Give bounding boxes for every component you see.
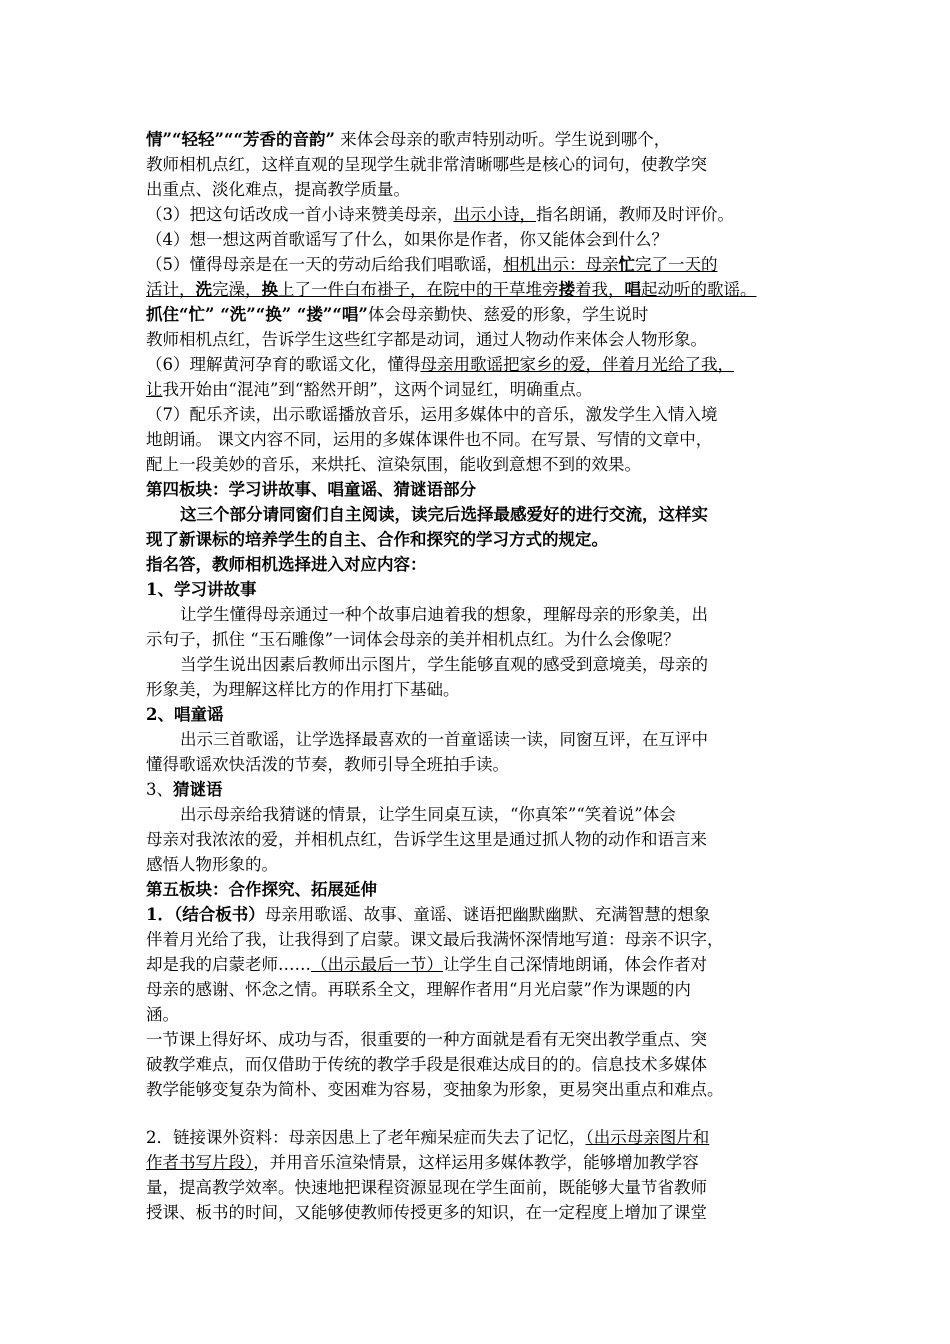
text-line [146,1078,724,1102]
text-run: 教学能够变复杂为简朴、变困难为容易，变抽象为形象，更易突出重点和难点。 [146,1080,724,1099]
text-run: 教师相机点红，这样直观的呈现学生就非常清晰哪些是核心的词句，使教学突 [146,155,707,174]
text-run: 破教学难点，而仅借助于传统的教学手段是很难达成目的的。信息技术多媒体 [146,1055,707,1074]
text-line [146,353,734,377]
text-line [146,403,718,427]
text-line [146,753,509,777]
underlined-text: （出示最后一节） [311,955,443,974]
text-line [146,1003,179,1027]
text-run: 一节课上得好坏、成功与否，很重要的一种方面就是看有无突出教学重点、突 [146,1030,707,1049]
text-line [146,453,641,477]
text-line [146,903,710,927]
text-line [146,278,757,302]
text-line [146,153,707,177]
text-run: 感悟人物形象的。 [146,855,278,874]
text-line [180,603,708,627]
bold-text: 第四板块：学习讲故事、唱童谣、猜谜语部分 [146,480,476,499]
underlined-text: （出示母亲图片和 [585,1128,710,1147]
text-line [180,653,708,677]
text-run: 来体会母亲的歌声特别动听。学生说到哪个， [334,130,671,149]
text-run: 教师相机点红，告诉学生这些红字都是动词，通过人物动作来体会人物形象。 [146,330,707,349]
text-run: 形象美，为理解这样比方的作用打下基础。 [146,680,460,699]
text-run: 地朗诵。 课文内容不同，运用的多媒体课件也不同。在写景、写情的文章中， [146,430,713,449]
text-line [180,728,708,752]
text-line [146,228,668,252]
text-run: （3）把这句话改成一首小诗来赞美母亲， [146,205,454,224]
text-line [146,1028,707,1052]
text-line [146,128,670,152]
text-run: （7）配乐齐读，出示歌谣播放音乐，运用多媒体中的音乐，激发学生入情入境 [146,405,718,424]
bold-text: 现了新课标的培养学生的自主、合作和探究的学习方式的规定。 [146,530,608,549]
underlined-text: 起动听的歌谣。 [641,280,757,299]
text-run: 配上一段美妙的音乐，来烘托、渲染氛围，能收到意想不到的效果。 [146,455,641,474]
text-line [146,253,718,277]
underlined-text: 让 [146,380,163,399]
text-line [146,178,410,202]
text-line [146,428,712,452]
underlined-text: 搂 [558,280,575,299]
bold-text: 指名答，教师相机选择进入对应内容： [146,555,427,574]
bold-text: 猜谜语 [173,780,223,799]
text-run: 我开始由“混沌”到“豁然开朗”，这两个词显红，明确重点。 [162,380,593,399]
text-run: （6）理解黄河孕育的歌谣文化，懂得 [146,355,421,374]
text-line [146,528,608,552]
text-run: 让学生懂得母亲通过一种个故事启迪着我的想象，理解母亲的形象美，出 [180,605,708,624]
text-run: 当学生说出因素后教师出示图片，学生能够直观的感受到意境美，母亲的 [180,655,708,674]
text-line [146,778,223,802]
text-line [146,828,707,852]
text-line [146,678,460,702]
text-line [146,553,427,577]
bold-text: 1．（结合板书） [146,905,265,924]
bold-text: 2、唱童谣 [146,705,224,724]
text-line [146,953,707,977]
underlined-text: 完了一天的 [635,255,718,274]
bold-text: 抓住“忙” “洗”“换” “搂”“唱” [146,305,368,324]
text-run: 母亲用歌谣、故事、童谣、谜语把幽默幽默、充满智慧的想象 [264,905,711,924]
text-run: 出示母亲给我猜谜的情景，让学生同桌互读，“你真笨”“笑着说”体会 [180,805,676,824]
text-run: 授课、板书的时间，又能够使教师传授更多的知识，在一定程度上增加了课堂 [146,1203,707,1222]
text-run: 2．链接课外资料：母亲因患上了老年痴呆症而失去了记忆， [146,1128,586,1147]
text-run: 示句子，抓住 “玉石雕像”一词体会母亲的美并相机点红。为什么会像呢？ [146,630,680,649]
bold-text: “芳香的音韵” [233,130,335,149]
text-line [146,1053,707,1077]
underlined-text: 完澡， [212,280,262,299]
underlined-text: 作者书写片段） [146,1153,254,1172]
text-run: 3、 [146,780,173,799]
underlined-text: 唱 [624,280,641,299]
text-line [146,578,256,602]
text-line [146,203,734,227]
text-run: 母亲对我浓浓的爱，并相机点红，告诉学生这里是通过抓人物的动作和语言来 [146,830,707,849]
text-run: ，并用音乐渲染情景，这样运用多媒体教学，能够增加教学容 [253,1153,699,1172]
bold-text: 第五板块：合作探究、拓展延伸 [146,880,377,899]
bold-text: 情”“轻轻”“ [146,130,234,149]
bold-text: 这三个部分请同窗们自主阅读，读完后选择最感爱好的进行交流，这样实 [180,505,708,524]
text-line [146,478,476,502]
text-line [146,628,680,652]
text-run: 却是我的启蒙老师…… [146,955,311,974]
underlined-text: 忙 [618,255,635,274]
text-line [146,1126,709,1150]
text-run: （5）懂得母亲是在一天的劳动后给我们唱歌谣， [146,255,503,274]
underlined-text: 活计， [146,280,196,299]
text-run: 母亲的感谢、怀念之情。再联系全文，理解作者用“月光启蒙”作为课题的内 [146,980,691,999]
text-line [146,928,724,952]
text-run: （4）想一想这两首歌谣写了什么，如果你是作者，你又能体会到什么？ [146,230,668,249]
text-line [146,853,278,877]
underlined-text: 相机出示：母亲 [503,255,619,274]
underlined-text: 母亲用歌谣把家乡的爱，伴着月光给了我， [420,355,734,374]
text-run: 指名朗诵，教师及时评价。 [536,205,734,224]
text-line [146,1201,707,1225]
text-line [146,1176,707,1200]
text-run: 出重点、淡化难点，提高教学质量。 [146,180,410,199]
text-run: 出示三首歌谣，让学选择最喜欢的一首童谣读一读，同窗互评，在互评中 [180,730,708,749]
text-run: 让学生自己深情地朗诵，体会作者对 [443,955,707,974]
text-line [146,1151,699,1175]
text-line [180,503,708,527]
bold-text: 1、学习讲故事 [146,580,257,599]
text-run: 量，提高教学效率。快速地把课程资源显现在学生面前，既能够大量节省教师 [146,1178,707,1197]
text-line [146,878,377,902]
text-line [146,978,691,1002]
text-line [146,303,648,327]
text-run: 懂得歌谣欢快活泼的节奏，教师引导全班拍手读。 [146,755,509,774]
text-line [180,803,676,827]
text-run: 涵。 [146,1005,179,1024]
text-run: 伴着月光给了我，让我得到了启蒙。课文最后我满怀深情地写道：母亲不识字， [146,930,724,949]
text-line [146,378,592,402]
text-line [146,328,707,352]
underlined-text: 上了一件白布褂子，在院中的干草堆旁 [278,280,559,299]
underlined-text: 出示小诗， [453,205,536,224]
underlined-text: 着我， [575,280,625,299]
underlined-text: 换 [261,280,278,299]
text-line [146,703,223,727]
text-run: 体会母亲勤快、慈爱的形象，学生说时 [367,305,649,324]
underlined-text: 洗 [195,280,212,299]
